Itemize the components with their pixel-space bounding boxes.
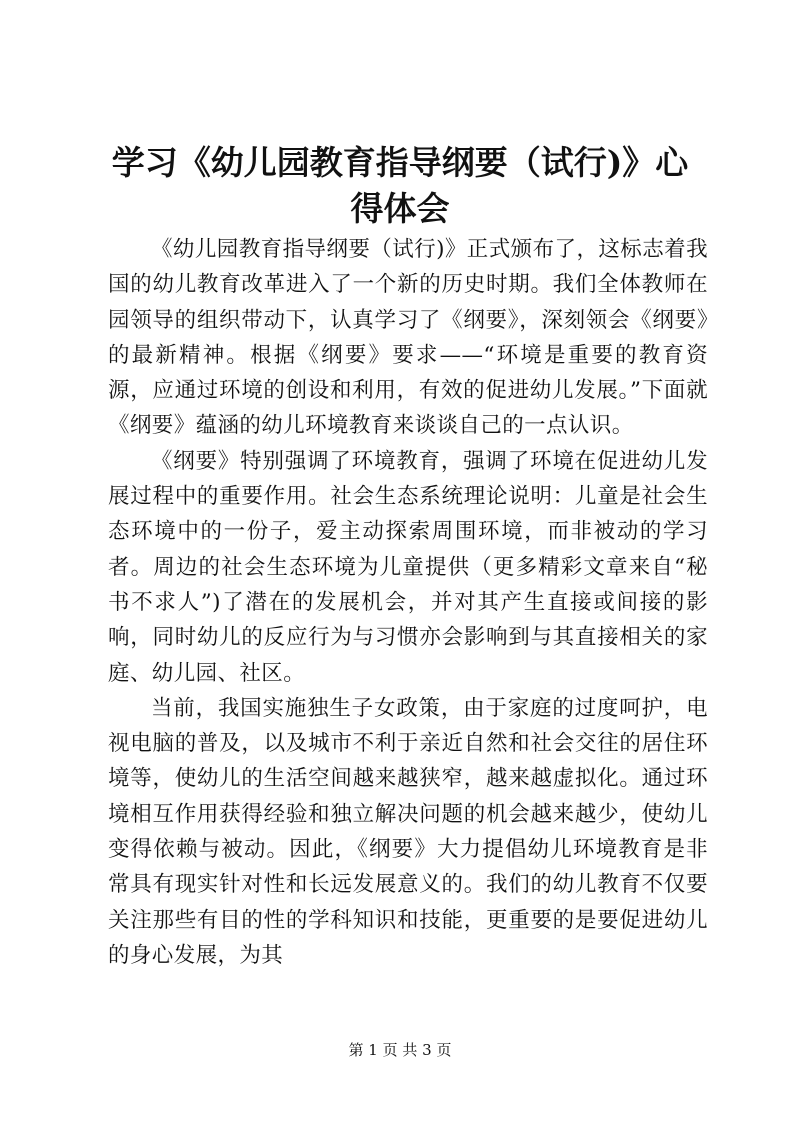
page-footer: 第 1 页 共 3 页	[348, 1041, 452, 1059]
document-title: 学习《幼儿园教育指导纲要（试行)》心得体会	[111, 143, 689, 228]
paragraph-2: 《纲要》特别强调了环境教育，强调了环境在促进幼儿发展过程中的重要作用。社会生态系统理论说明：儿童是社会生态环境中的一份子，爱主动探索周围环境，而非被动的学习者。周边的社会生态环境为儿童提供（更多精彩文章来自“秘书不求人”)了潜在的发展机会，并对其产生直接或间接的影响，同时幼儿的反应行为与习惯亦会影响到与其直接相关的家庭、幼儿园、社区。	[108, 448, 708, 686]
document-body	[108, 232, 708, 973]
paragraph-3: 当前，我国实施独生子女政策，由于家庭的过度呵护，电视电脑的普及，以及城市不利于亲近自然和社会交往的居住环境等，使幼儿的生活空间越来越狭窄，越来越虚拟化。通过环境相互作用获得经验和独立解决问题的机会越来越少，使幼儿变得依赖与被动。因此，《纲要》大力提倡幼儿环境教育是非常具有现实针对性和长远发展意义的。我们的幼儿教育不仅要关注那些有目的性的学科知识和技能，更重要的是要促进幼儿的身心发展，为其	[108, 695, 708, 968]
paragraph-1: 《幼儿园教育指导纲要（试行)》正式颁布了，这标志着我国的幼儿教育改革进入了一个新的历史时期。我们全体教师在园领导的组织带动下，认真学习了《纲要》，深刻领会《纲要》的最新精神。根据《纲要》要求——“环境是重要的教育资源，应通过环境的创设和利用，有效的促进幼儿发展。”下面就《纲要》蕴涵的幼儿环境教育来谈谈自己的一点认识。	[108, 237, 708, 439]
